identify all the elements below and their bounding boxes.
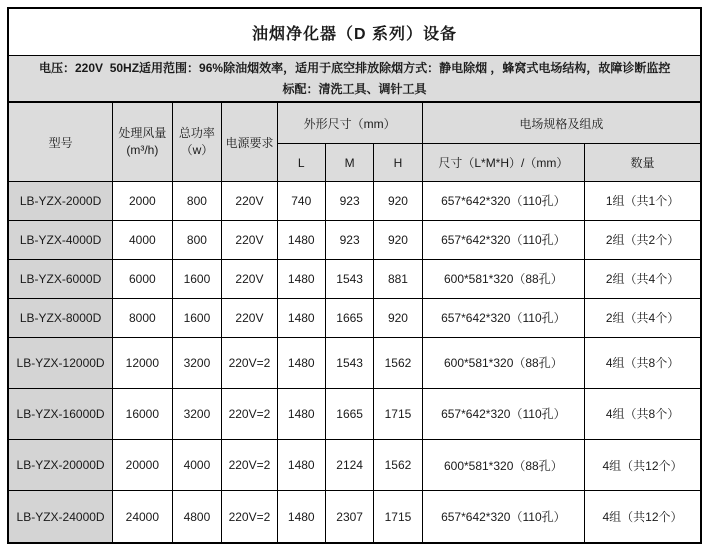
cell-h: 1715 [374,388,422,439]
cell-supply: 220V [222,182,277,221]
cell-h: 920 [374,298,422,337]
info-voltage: 电压：220V 50HZ [39,60,140,75]
cell-l: 1480 [277,440,325,491]
cell-supply: 220V=2 [222,491,277,542]
cell-field_size: 657*642*320（110孔） [422,220,584,259]
table-row [9,388,700,439]
cell-qty: 2组（共4个） [585,259,700,298]
header-field-qty: 数量 [585,144,700,182]
cell-l: 1480 [277,220,325,259]
cell-l: 1480 [277,337,325,388]
cell-h: 1562 [374,440,422,491]
cell-model: LB-YZX-8000D [9,298,113,337]
cell-qty: 4组（共8个） [585,337,700,388]
table-row [9,298,700,337]
cell-supply: 220V [222,220,277,259]
table-row [9,182,700,221]
table-header [9,103,700,182]
cell-l: 1480 [277,298,325,337]
page-title: 油烟净化器（D 系列）设备 [9,9,700,56]
table-row [9,259,700,298]
cell-power: 1600 [172,298,222,337]
header-field-size: 尺寸（L*M*H）/（mm） [422,144,584,182]
cell-airflow: 16000 [113,388,172,439]
header-power-unit: （w） [180,143,214,157]
cell-m: 1543 [325,259,373,298]
cell-airflow: 2000 [113,182,172,221]
cell-supply: 220V=2 [222,337,277,388]
cell-qty: 4组（共12个） [585,440,700,491]
header-airflow-unit: (m³/h) [126,143,159,157]
cell-airflow: 6000 [113,259,172,298]
header-power-supply: 电源要求 [222,103,277,182]
table-body [9,182,700,543]
cell-qty: 2组（共4个） [585,298,700,337]
spec-table [9,103,700,542]
cell-m: 1665 [325,388,373,439]
cell-field_size: 657*642*320（110孔） [422,491,584,542]
cell-l: 740 [277,182,325,221]
header-dim-l: L [277,144,325,182]
cell-supply: 220V [222,259,277,298]
cell-qty: 4组（共12个） [585,491,700,542]
header-dim-m: M [325,144,373,182]
cell-model: LB-YZX-20000D [9,440,113,491]
cell-airflow: 4000 [113,220,172,259]
header-airflow-label: 处理风量 [118,126,167,140]
cell-l: 1480 [277,491,325,542]
cell-m: 1543 [325,337,373,388]
cell-field_size: 600*581*320（88孔） [422,259,584,298]
cell-power: 3200 [172,337,222,388]
cell-model: LB-YZX-6000D [9,259,113,298]
cell-model: LB-YZX-16000D [9,388,113,439]
cell-power: 3200 [172,388,222,439]
header-field-group: 电场规格及组成 [422,103,700,144]
cell-qty: 2组（共2个） [585,220,700,259]
cell-model: LB-YZX-12000D [9,337,113,388]
cell-power: 1600 [172,259,222,298]
cell-supply: 220V [222,298,277,337]
cell-model: LB-YZX-4000D [9,220,113,259]
cell-m: 923 [325,182,373,221]
info-standard: 标配：清洗工具、调针工具 [282,81,427,96]
table-row [9,337,700,388]
cell-field_size: 600*581*320（88孔） [422,337,584,388]
cell-l: 1480 [277,259,325,298]
cell-supply: 220V=2 [222,388,277,439]
info-line-1 [21,59,688,76]
header-dimensions-group: 外形尺寸（mm） [277,103,422,144]
header-dim-h: H [374,144,422,182]
cell-airflow: 20000 [113,440,172,491]
cell-model: LB-YZX-24000D [9,491,113,542]
cell-m: 923 [325,220,373,259]
info-method: 除烟方式：静电除烟 ，蜂窝式电场结构，故障诊断监控 [379,60,671,75]
cell-m: 2307 [325,491,373,542]
cell-qty: 1组（共1个） [585,182,700,221]
header-power-label: 总功率 [178,126,215,140]
cell-airflow: 24000 [113,491,172,542]
cell-m: 1665 [325,298,373,337]
cell-field_size: 657*642*320（110孔） [422,182,584,221]
cell-model: LB-YZX-2000D [9,182,113,221]
table-row [9,220,700,259]
header-model: 型号 [9,103,113,182]
table-row [9,491,700,542]
cell-h: 881 [374,259,422,298]
spec-sheet [7,7,702,544]
cell-power: 4800 [172,491,222,542]
info-scope: 适用范围：96%除油烟效率，适用于底空排放 [139,60,380,75]
cell-m: 2124 [325,440,373,491]
cell-qty: 4组（共8个） [585,388,700,439]
cell-power: 800 [172,220,222,259]
header-airflow [113,103,172,182]
info-bar [9,56,700,103]
cell-field_size: 657*642*320（110孔） [422,388,584,439]
cell-field_size: 600*581*320（88孔） [422,440,584,491]
cell-airflow: 8000 [113,298,172,337]
cell-supply: 220V=2 [222,440,277,491]
header-power [172,103,222,182]
cell-h: 1715 [374,491,422,542]
cell-field_size: 657*642*320（110孔） [422,298,584,337]
cell-l: 1480 [277,388,325,439]
cell-airflow: 12000 [113,337,172,388]
cell-power: 800 [172,182,222,221]
cell-power: 4000 [172,440,222,491]
table-row [9,440,700,491]
cell-h: 920 [374,220,422,259]
cell-h: 1562 [374,337,422,388]
cell-h: 920 [374,182,422,221]
